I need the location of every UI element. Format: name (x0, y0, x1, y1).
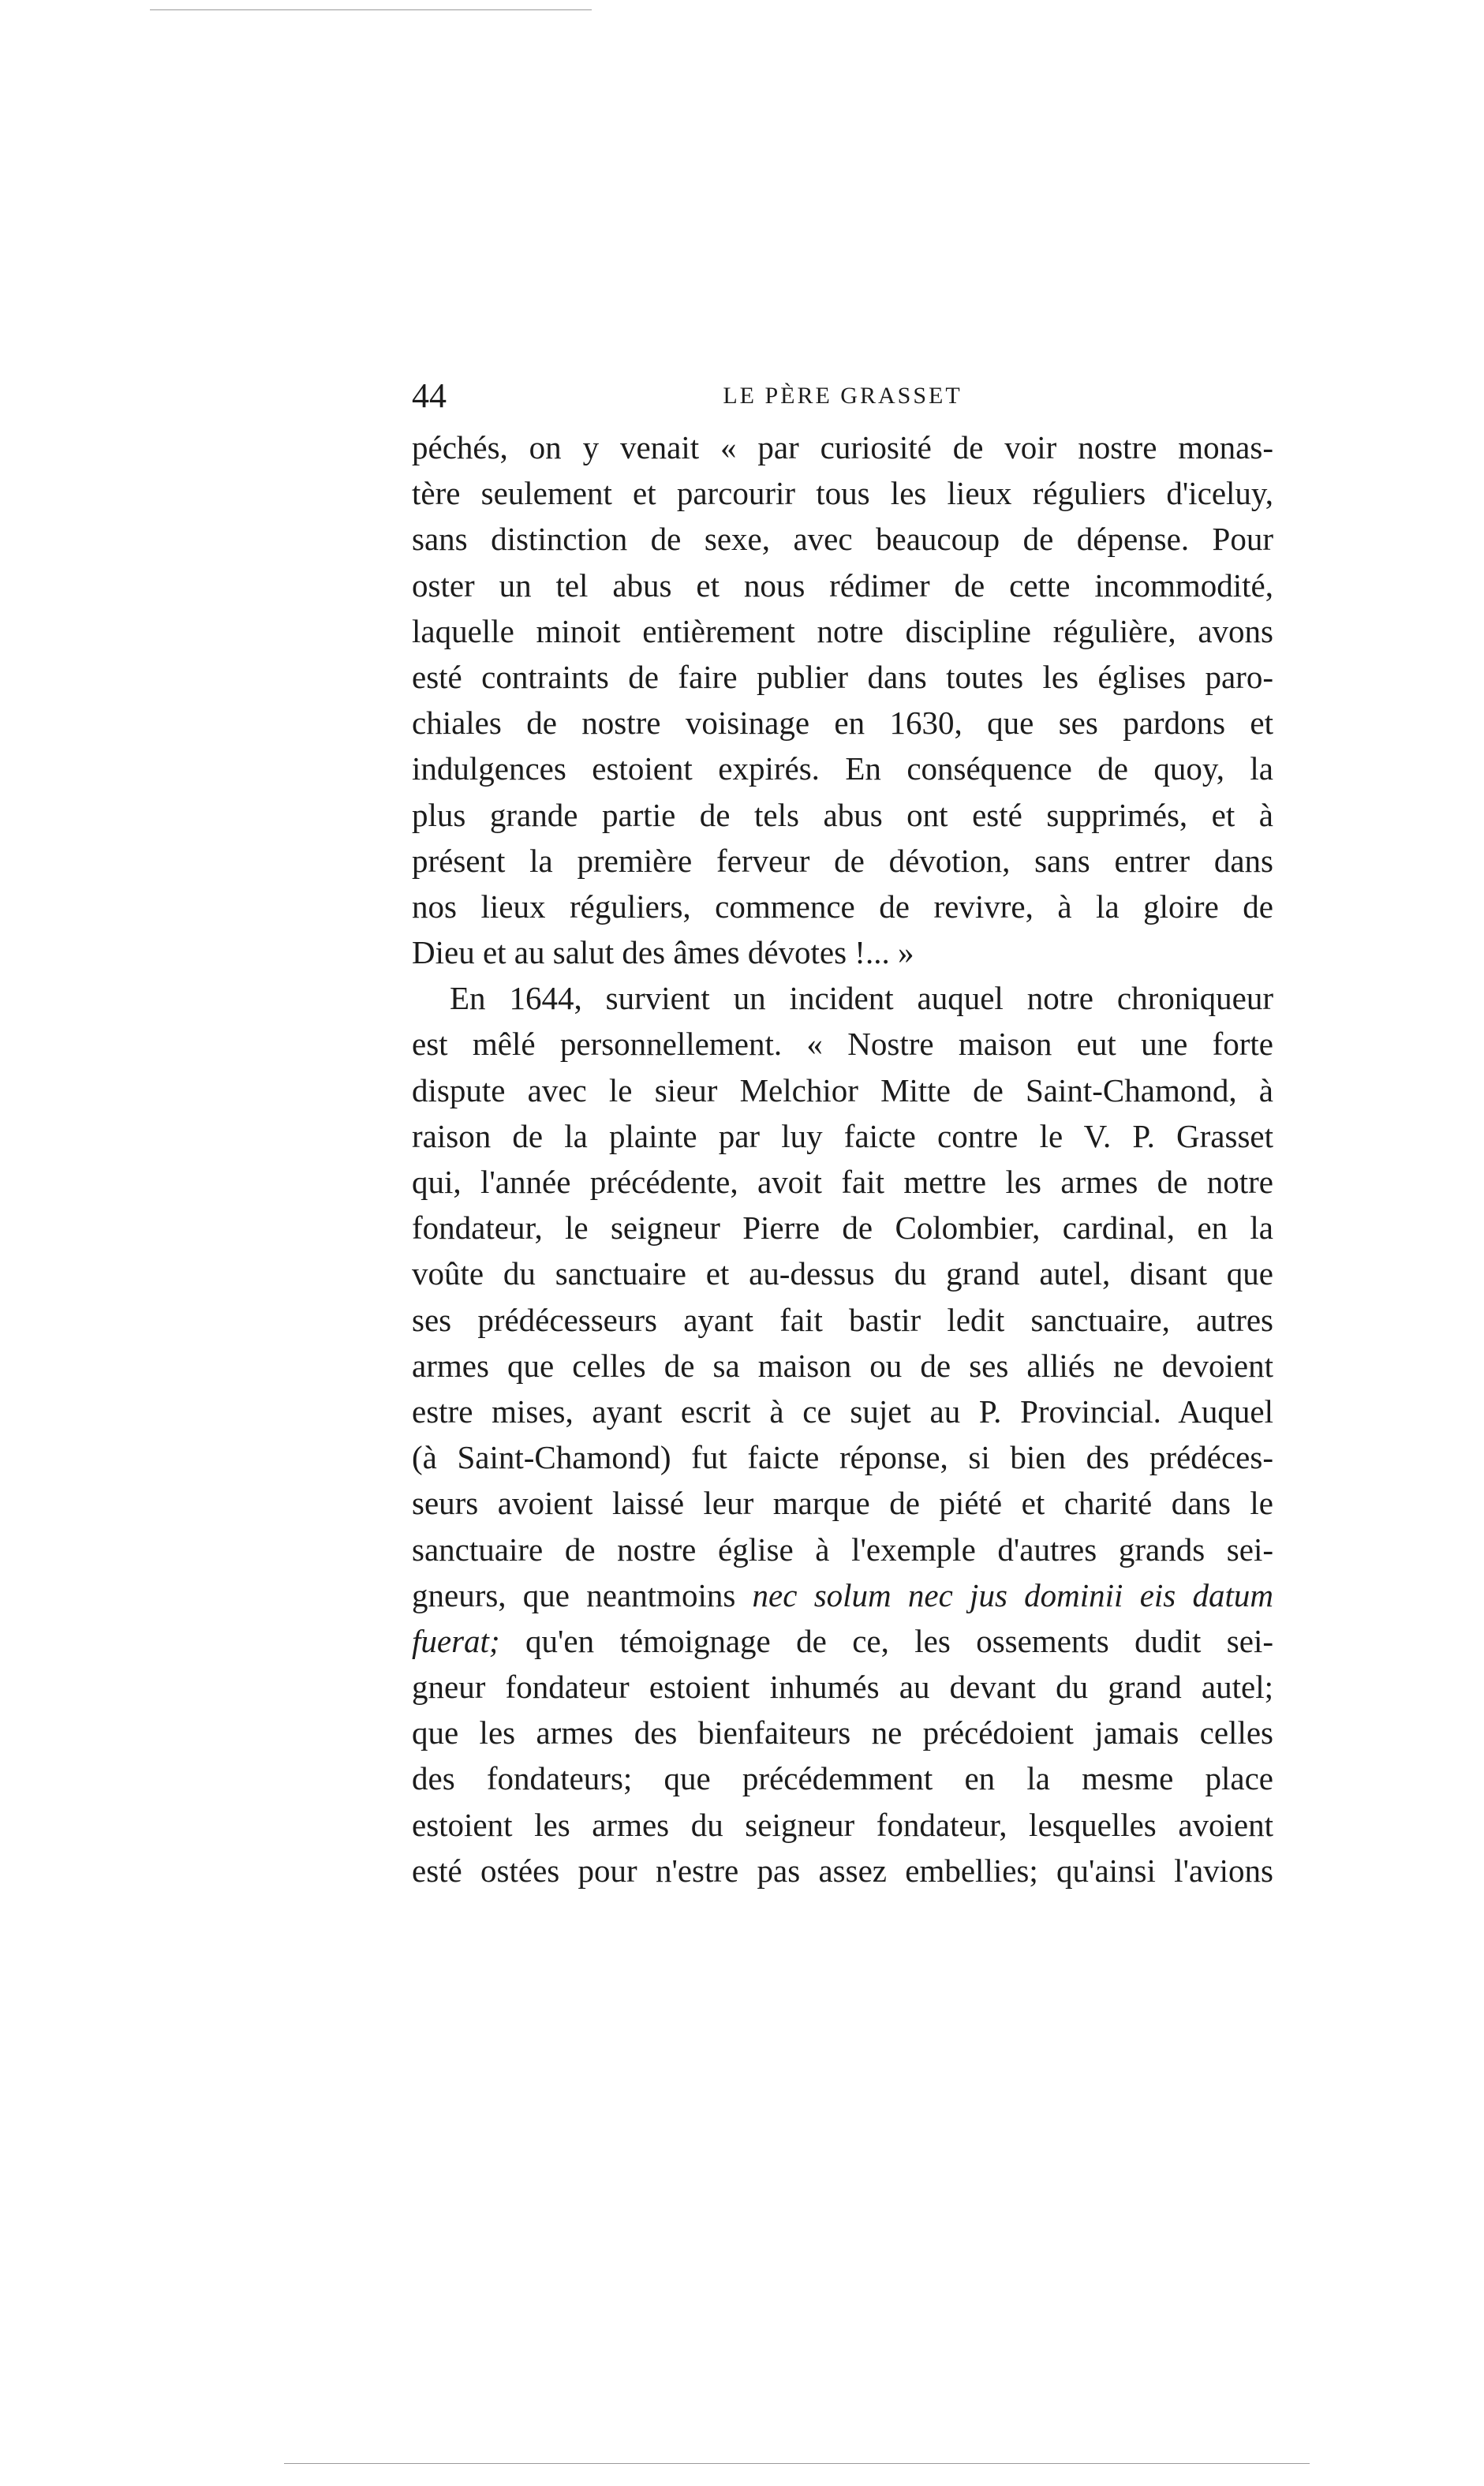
text-line: (à Saint-Chamond) fut faicte réponse, si bien des prédéces- (412, 1439, 1273, 1476)
text-line: laquelle minoit entièrement notre discipline régulière, avons (412, 612, 1273, 649)
text-line: chiales de nostre voisinage en 1630, que ses pardons et (412, 705, 1273, 742)
text-line (412, 1572, 1273, 1618)
page-number: 44 (412, 376, 447, 415)
page-header (412, 372, 1273, 420)
text-line: raison de la plainte par luy faicte contre le V. P. Grasset (412, 1117, 1273, 1154)
body-text (412, 424, 1273, 1893)
text-run: qu'en témoignage de ce, les ossements dudit sei- (499, 1622, 1273, 1659)
text-line: indulgences estoient expirés. En conséquence de quoy, la (412, 750, 1273, 787)
text-line (412, 1618, 1273, 1664)
text-line: qui, l'année précédente, avoit fait mettre les armes de notre (412, 1164, 1273, 1200)
text-line: gneur fondateur estoient inhumés au devant du grand autel; (412, 1669, 1273, 1706)
text-line: est mêlé personnellement. « Nostre maison eut une forte (412, 1026, 1273, 1063)
text-line: En 1644, survient un incident auquel notre chroniqueur (450, 980, 1273, 1017)
latin-phrase: nec solum nec jus dominii eis datum (752, 1576, 1273, 1613)
text-line: Dieu et au salut des âmes dévotes !... » (412, 934, 914, 971)
text-line: des fondateurs; que précédemment en la mesme place (412, 1760, 1273, 1797)
text-line: oster un tel abus et nous rédimer de cette incommodité, (412, 566, 1273, 604)
text-line: esté contraints de faire publier dans toutes les églises paro- (412, 658, 1273, 695)
text-line: que les armes des bienfaiteurs ne précédoient jamais celles (412, 1714, 1273, 1751)
text-line: plus grande partie de tels abus ont esté supprimés, et à (412, 796, 1273, 833)
text-line: présent la première ferveur de dévotion, sans entrer dans (412, 842, 1273, 879)
text-line: esté ostées pour n'estre pas assez embellies; qu'ainsi l'avions (412, 1852, 1273, 1889)
text-run: gneurs, que neantmoins (412, 1576, 753, 1613)
text-line: fondateur, le seigneur Pierre de Colombier, cardinal, en la (412, 1209, 1273, 1247)
scan-edge-bottom (284, 2463, 1310, 2464)
text-line: sanctuaire de nostre église à l'exemple d'autres grands sei- (412, 1531, 1273, 1568)
text-line: dispute avec le sieur Melchior Mitte de Saint-Chamond, à (412, 1071, 1273, 1108)
text-line: ses prédécesseurs ayant fait bastir ledit sanctuaire, autres (412, 1301, 1273, 1338)
text-line: péchés, on y venait « par curiosité de voir nostre monas- (412, 429, 1273, 465)
text-line: tère seulement et parcourir tous les lieux réguliers d'iceluy, (412, 475, 1273, 512)
text-line: seurs avoient laissé leur marque de piété et charité dans le (412, 1485, 1273, 1522)
scan-edge-top (150, 9, 592, 10)
text-line: voûte du sanctuaire et au-dessus du grand autel, disant que (412, 1255, 1273, 1292)
text-line: nos lieux réguliers, commence de revivre, à la gloire de (412, 888, 1273, 925)
running-title: LE PÈRE GRASSET (723, 383, 963, 409)
text-line: estre mises, ayant escrit à ce sujet au P. Provincial. Auquel (412, 1393, 1273, 1430)
latin-phrase: fuerat; (412, 1622, 500, 1659)
text-line: sans distinction de sexe, avec beaucoup de dépense. Pour (412, 521, 1273, 558)
text-line: armes que celles de sa maison ou de ses alliés ne devoient (412, 1347, 1273, 1384)
text-line: estoient les armes du seigneur fondateur, lesquelles avoient (412, 1806, 1273, 1843)
